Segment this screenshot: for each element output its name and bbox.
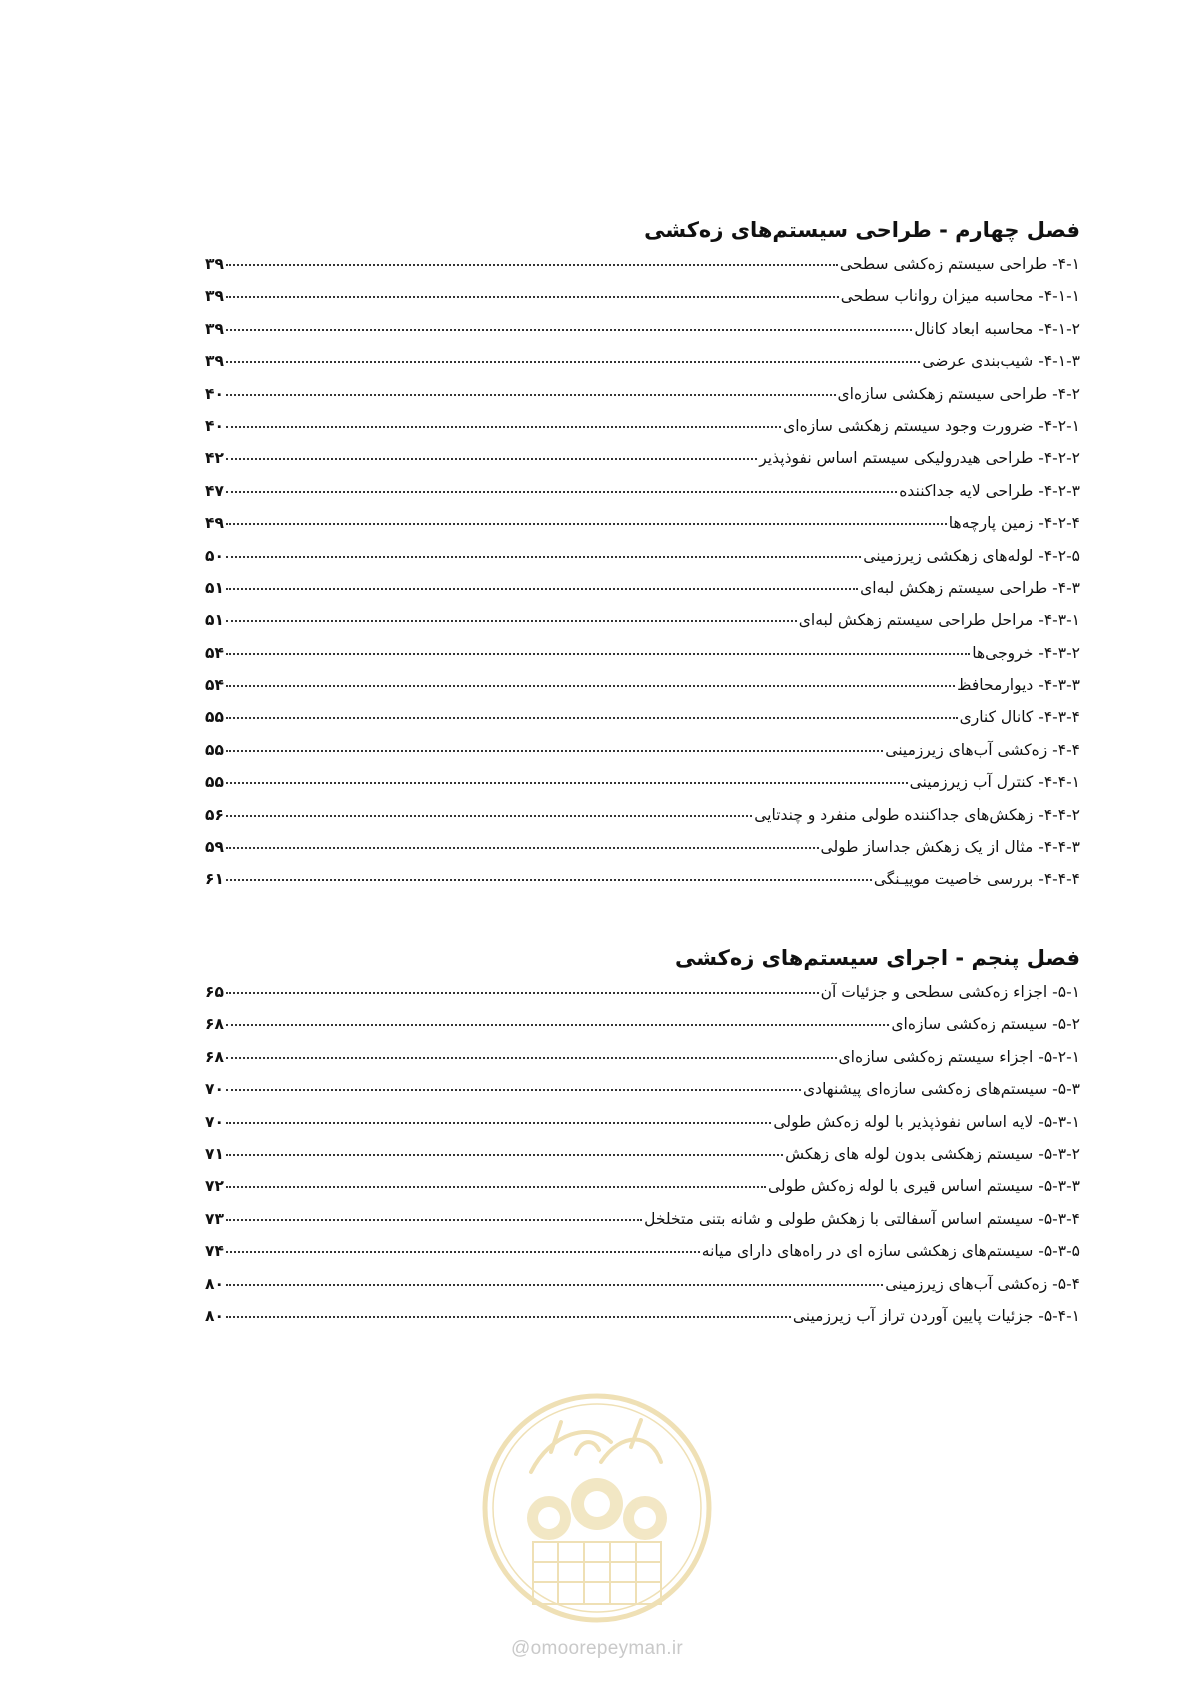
chapter-5-section xyxy=(205,940,1080,1332)
toc-entry xyxy=(205,442,1080,474)
dot-leader xyxy=(226,491,897,493)
dot-leader xyxy=(226,264,838,266)
toc-entry-page-number: ۴۹ xyxy=(205,514,224,533)
toc-entry-title: ۴-۴-۴- بررسی خاصیت موییـنگی xyxy=(873,870,1080,889)
toc-entry-page-number: ۷۱ xyxy=(205,1144,224,1163)
dot-leader xyxy=(226,1186,766,1188)
dot-leader xyxy=(226,523,947,525)
toc-entry-page-number: ۷۰ xyxy=(205,1112,224,1131)
toc-entry-page-number: ۷۲ xyxy=(205,1177,224,1196)
dot-leader xyxy=(226,992,819,994)
dot-leader xyxy=(226,847,819,849)
dot-leader xyxy=(226,458,757,460)
dot-leader xyxy=(226,296,839,298)
toc-entry xyxy=(205,1170,1080,1202)
dot-leader xyxy=(226,815,752,817)
toc-entry-title: ۴-۳-۱- مراحل طراحی سیستم زهکش لبه‌ای xyxy=(798,611,1080,630)
toc-entry-title: ۴-۱-۳- شیب‌بندی عرضی xyxy=(922,352,1080,371)
chapter-5-toc-list xyxy=(205,976,1080,1332)
toc-entry-page-number: ۸۰ xyxy=(205,1274,224,1293)
toc-entry-page-number: ۴۲ xyxy=(205,449,224,468)
toc-entry-page-number: ۵۰ xyxy=(205,546,224,565)
watermark-site-text: @omoorepeyman.ir xyxy=(511,1638,683,1659)
chapter-4-title: فصل چهارم - طراحی سیستم‌های زه‌کشی xyxy=(644,218,1080,242)
toc-entry xyxy=(205,1203,1080,1235)
toc-entry-title: ۴-۴-۱- کنترل آب زیرزمینی xyxy=(909,773,1080,792)
dot-leader xyxy=(226,782,908,784)
toc-entry-title: ۴-۴- زه‌کشی آب‌های زیرزمینی xyxy=(885,740,1080,759)
toc-entry-page-number: ۸۰ xyxy=(205,1306,224,1325)
toc-entry xyxy=(205,475,1080,507)
toc-entry-title: ۵-۳-۱- لایه اساس نفوذپذیر با لوله زه‌کش طولی xyxy=(773,1112,1080,1131)
toc-entry-page-number: ۳۹ xyxy=(205,287,224,306)
toc-entry xyxy=(205,410,1080,442)
dot-leader xyxy=(226,1024,889,1026)
dot-leader xyxy=(226,1154,783,1156)
toc-entry-page-number: ۷۰ xyxy=(205,1080,224,1099)
toc-entry xyxy=(205,1008,1080,1040)
toc-entry-title: ۵-۴- زه‌کشی آب‌های زیرزمینی xyxy=(885,1274,1080,1293)
toc-entry-title: ۴-۴-۲- زهکش‌های جداکننده طولی منفرد و چندتایی xyxy=(754,805,1080,824)
dot-leader xyxy=(226,1122,772,1124)
chapter-4-section xyxy=(205,212,1080,896)
toc-entry-title: ۵-۳-۳- سیستم اساس قیری با لوله زه‌کش طولی xyxy=(768,1177,1080,1196)
toc-entry xyxy=(205,540,1080,572)
dot-leader xyxy=(226,620,797,622)
toc-entry-title: ۵-۳-۴- سیستم اساس آسفالتی با زهکش طولی و شانه بتنی متخلخل xyxy=(644,1209,1080,1228)
dot-leader xyxy=(226,361,920,363)
toc-entry xyxy=(205,831,1080,863)
chapter-4-toc-list xyxy=(205,248,1080,896)
toc-entry xyxy=(205,378,1080,410)
toc-entry xyxy=(205,345,1080,377)
toc-entry-title: ۵-۲- سیستم زه‌کشی سازه‌ای xyxy=(891,1015,1080,1034)
toc-entry xyxy=(205,507,1080,539)
toc-entry-title: ۴-۳-۳- دیوارمحافظ xyxy=(957,676,1080,695)
toc-entry xyxy=(205,637,1080,669)
dot-leader xyxy=(226,329,912,331)
toc-entry-title: ۴-۳-۲- خروجی‌ها xyxy=(972,643,1080,662)
toc-entry-page-number: ۳۹ xyxy=(205,319,224,338)
dot-leader xyxy=(226,750,883,752)
toc-entry-title: ۴-۲-۴- زمین پارچه‌ها xyxy=(948,514,1080,533)
toc-entry xyxy=(205,1235,1080,1267)
chapter-5-title: فصل پنجم - اجرای سیستم‌های زه‌کشی xyxy=(675,946,1080,970)
toc-entry-page-number: ۴۰ xyxy=(205,384,224,403)
toc-entry xyxy=(205,701,1080,733)
dot-leader xyxy=(226,1057,837,1059)
toc-entry-page-number: ۵۶ xyxy=(205,805,224,824)
toc-entry-page-number: ۴۰ xyxy=(205,416,224,435)
toc-entry-title: ۵-۳-۲- سیستم زهکشی بدون لوله های زهکش xyxy=(785,1144,1080,1163)
toc-entry-page-number: ۵۵ xyxy=(205,740,224,759)
dot-leader xyxy=(226,1219,642,1221)
toc-entry-title: ۵-۳-۵- سیستم‌های زهکشی سازه ای در راه‌های دارای میانه xyxy=(701,1242,1080,1261)
dot-leader xyxy=(226,1316,791,1318)
toc-entry-page-number: ۵۹ xyxy=(205,838,224,857)
toc-entry-title: ۵-۱- اجزاء زه‌کشی سطحی و جزئیات آن xyxy=(820,983,1080,1001)
toc-entry-page-number: ۶۱ xyxy=(205,870,224,889)
dot-leader xyxy=(226,1089,801,1091)
toc-entry-title: ۴-۲-۳- طراحی لایه جداکننده xyxy=(899,481,1080,500)
toc-entry xyxy=(205,1268,1080,1300)
dot-leader xyxy=(226,879,872,881)
dot-leader xyxy=(226,1251,700,1253)
toc-entry xyxy=(205,313,1080,345)
toc-entry-title: ۴-۴-۳- مثال از یک زهکش جداساز طولی xyxy=(820,838,1080,857)
omoorepeyman-logo-watermark xyxy=(481,1392,713,1624)
toc-entry-page-number: ۵۴ xyxy=(205,676,224,695)
toc-entry-title: ۴-۳-۴- کانال کناری xyxy=(959,708,1080,727)
dot-leader xyxy=(226,717,958,719)
toc-entry xyxy=(205,280,1080,312)
toc-entry xyxy=(205,248,1080,280)
dot-leader xyxy=(226,426,781,428)
dot-leader xyxy=(226,653,970,655)
toc-entry-page-number: ۶۸ xyxy=(205,1047,224,1066)
toc-entry-page-number: ۵۴ xyxy=(205,643,224,662)
toc-entry-title: ۴-۲-۱- ضرورت وجود سیستم زهکشی سازه‌ای xyxy=(783,416,1080,435)
toc-entry-page-number: ۷۳ xyxy=(205,1209,224,1228)
toc-entry-page-number: ۷۴ xyxy=(205,1242,224,1261)
dot-leader xyxy=(226,685,955,687)
toc-entry-page-number: ۳۹ xyxy=(205,255,224,273)
toc-entry-title: ۴-۱-۱- محاسبه میزان رواناب سطحی xyxy=(840,287,1080,306)
dot-leader xyxy=(226,588,858,590)
toc-entry-page-number: ۳۹ xyxy=(205,352,224,371)
toc-entry xyxy=(205,1106,1080,1138)
toc-entry xyxy=(205,766,1080,798)
toc-entry-page-number: ۶۸ xyxy=(205,1015,224,1034)
toc-entry xyxy=(205,799,1080,831)
toc-entry-title: ۴-۲-۲- طراحی هیدرولیکی سیستم اساس نفوذپذیر xyxy=(759,449,1080,468)
toc-entry xyxy=(205,734,1080,766)
toc-entry xyxy=(205,604,1080,636)
toc-entry-title: ۴-۲-۵- لوله‌های زهکشی زیرزمینی xyxy=(863,546,1080,565)
toc-entry xyxy=(205,1073,1080,1105)
toc-entry xyxy=(205,976,1080,1008)
toc-entry-title: ۴-۲- طراحی سیستم زهکشی سازه‌ای xyxy=(837,384,1080,403)
toc-entry-page-number: ۵۱ xyxy=(205,578,224,597)
toc-entry-title: ۴-۱- طراحی سیستم زه‌کشی سطحی xyxy=(839,255,1080,273)
toc-entry xyxy=(205,669,1080,701)
dot-leader xyxy=(226,1284,883,1286)
toc-entry xyxy=(205,1138,1080,1170)
toc-entry xyxy=(205,1041,1080,1073)
toc-entry-page-number: ۵۵ xyxy=(205,708,224,727)
toc-entry xyxy=(205,572,1080,604)
dot-leader xyxy=(226,556,861,558)
toc-entry-title: ۴-۳- طراحی سیستم زهکش لبه‌ای xyxy=(860,578,1080,597)
toc-entry-page-number: ۶۵ xyxy=(205,983,224,1001)
toc-entry-page-number: ۵۵ xyxy=(205,773,224,792)
toc-entry-title: ۴-۱-۲- محاسبه ابعاد کانال xyxy=(914,319,1080,338)
toc-entry-page-number: ۵۱ xyxy=(205,611,224,630)
dot-leader xyxy=(226,394,836,396)
toc-entry xyxy=(205,1300,1080,1332)
toc-entry-page-number: ۴۷ xyxy=(205,481,224,500)
toc-entry xyxy=(205,863,1080,895)
toc-entry-title: ۵-۳- سیستم‌های زه‌کشی سازه‌ای پیشنهادی xyxy=(803,1080,1080,1099)
toc-entry-title: ۵-۴-۱- جزئیات پایین آوردن تراز آب زیرزمینی xyxy=(792,1306,1080,1325)
toc-entry-title: ۵-۲-۱- اجزاء سیستم زه‌کشی سازه‌ای xyxy=(838,1047,1080,1066)
